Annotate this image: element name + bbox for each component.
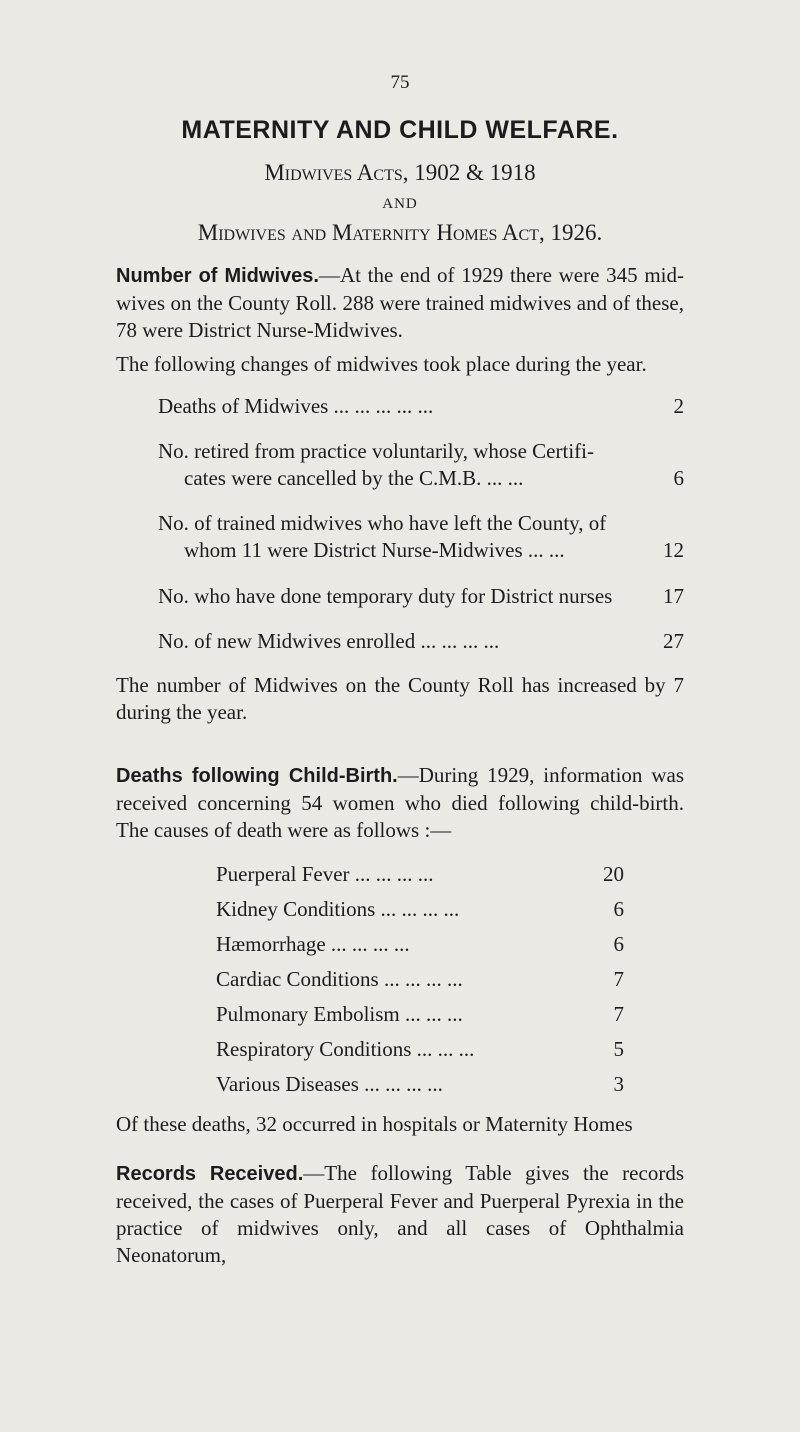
acts-line-1: Midwives Acts, 1902 & 1918: [264, 160, 536, 185]
cause-value: 3: [613, 1072, 624, 1096]
cause-row: [216, 932, 624, 960]
deaths-text: —During 1929, information was received concerning 54 women who died following child-birth. The causes of death were as follows :—: [116, 763, 684, 842]
cause-row: [216, 967, 624, 995]
midwives-text: —At the end of 1929 there were 345 mid-wives on the County Roll. 288 were trained midwives and of these, 78 were District Nurse-Midwives.: [116, 263, 685, 342]
cause-value: 7: [613, 1002, 624, 1026]
change-label: No. of trained midwives who have left the County, of whom 11 were District Nurse-Midwives ... ...: [158, 511, 607, 562]
change-row: [158, 438, 684, 492]
cause-value: 5: [613, 1037, 624, 1061]
change-label: No. of new Midwives enrolled ... ... ... ...: [158, 629, 500, 653]
change-row: [158, 583, 684, 610]
change-row: [158, 393, 684, 420]
change-value: 12: [663, 538, 684, 562]
midwives-heading: Number of Midwives.: [116, 265, 319, 287]
change-value: 2: [673, 394, 684, 418]
change-row: [158, 510, 684, 564]
deaths-summary: Of these deaths, 32 occurred in hospitals or Maternity Homes: [116, 1112, 633, 1136]
cause-value: 6: [613, 932, 624, 956]
cause-value: 6: [613, 897, 624, 921]
deaths-paragraph: [116, 762, 684, 844]
midwives-paragraph: [116, 262, 684, 344]
deaths-heading: Deaths following Child-Birth.: [116, 765, 398, 787]
cause-row: [216, 862, 624, 890]
page-title: MATERNITY AND CHILD WELFARE.: [181, 116, 619, 144]
cause-label: Puerperal Fever ... ... ... ...: [216, 862, 434, 886]
changes-intro: The following changes of midwives took place during the year.: [116, 352, 647, 376]
records-paragraph: [116, 1160, 684, 1269]
change-label: Deaths of Midwives ... ... ... ... ...: [158, 394, 434, 418]
cause-label: Pulmonary Embolism ... ... ...: [216, 1002, 463, 1026]
midwives-summary: The number of Midwives on the County Roll has increased by 7 during the year.: [116, 673, 684, 724]
cause-row: [216, 1002, 624, 1030]
cause-row: [216, 1037, 624, 1065]
and-word: AND: [382, 196, 418, 212]
records-heading: Records Received.: [116, 1163, 304, 1185]
change-row: [158, 628, 684, 655]
cause-label: Cardiac Conditions ... ... ... ...: [216, 967, 463, 991]
change-value: 27: [663, 629, 684, 653]
acts-line-2: Midwives and Maternity Homes Act, 1926.: [197, 220, 603, 245]
cause-label: Hæmorrhage ... ... ... ...: [216, 932, 410, 956]
cause-label: Various Diseases ... ... ... ...: [216, 1072, 443, 1096]
cause-row: [216, 897, 624, 925]
cause-label: Respiratory Conditions ... ... ...: [216, 1037, 475, 1061]
change-value: 6: [673, 466, 684, 490]
cause-label: Kidney Conditions ... ... ... ...: [216, 897, 460, 921]
cause-value: 7: [613, 967, 624, 991]
change-label: No. who have done temporary duty for District nurses: [158, 584, 613, 608]
page-number: 75: [390, 72, 410, 93]
cause-row: [216, 1072, 624, 1100]
records-text: —The following Table gives the records received, the cases of Puerperal Fever and Puerperal Pyrexia in the practice of midwives only, and all cases of Ophthalmia Neonatorum,: [116, 1161, 684, 1267]
change-label: No. retired from practice voluntarily, whose Certifi-cates were cancelled by the C.M.B. ... ...: [158, 439, 594, 490]
change-value: 17: [663, 584, 684, 608]
cause-value: 20: [603, 862, 624, 886]
